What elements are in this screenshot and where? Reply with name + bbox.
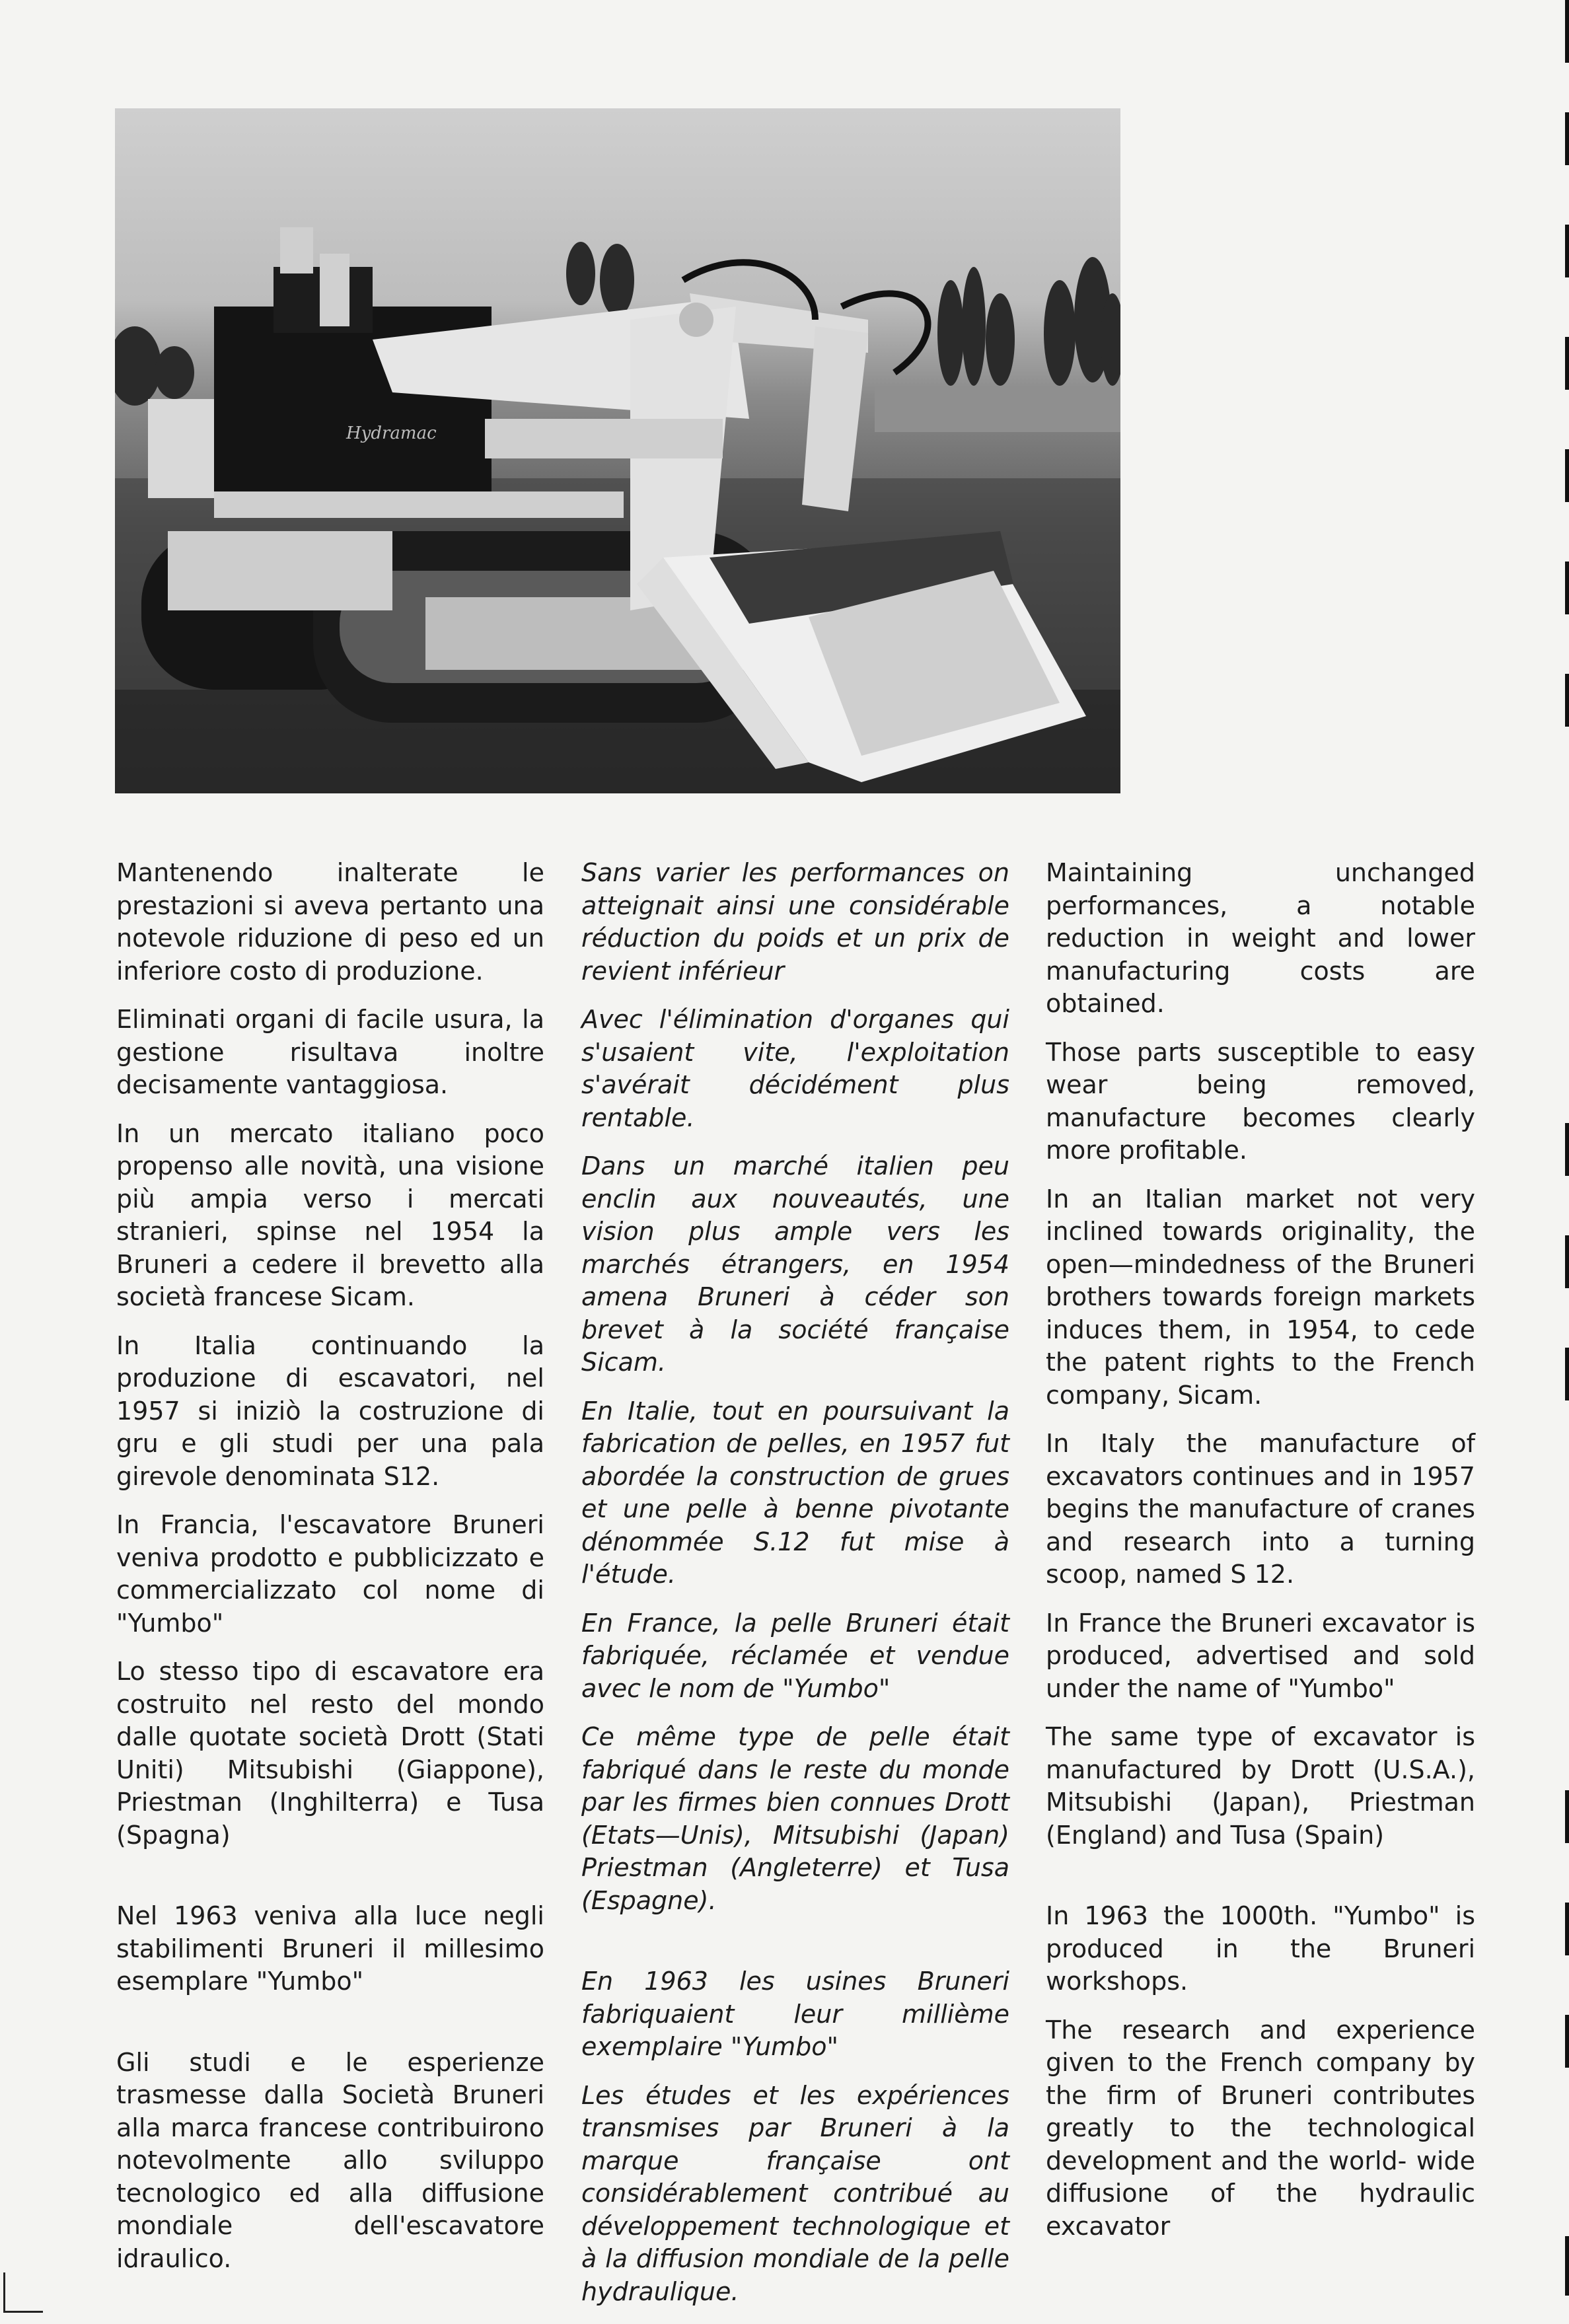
italian-paragraph: Eliminati organi di facile usura, la gestione risultava inoltre decisamente vantaggiosa.	[116, 1005, 544, 1099]
french-paragraph: Ce même type de pelle était fabriqué dans le reste du monde par les firmes bien connues Drott (Etats—Unis), Mitsubishi (Japan) Priestman (Angleterre) et Tusa (Espagne).	[581, 1722, 1009, 1915]
scan-edge-mark	[1565, 0, 1569, 63]
scan-edge-mark	[1565, 1790, 1569, 1843]
scan-edge-mark	[1565, 562, 1569, 614]
scan-edge-mark	[1565, 449, 1569, 502]
english-paragraph: In an Italian market not very inclined towards originality, the open—mindedness of the Bruneri brothers towards foreign markets induces them, in 1954, to cede the patent rights to the French company, Sicam.	[1046, 1184, 1475, 1410]
scan-edge-mark	[1565, 674, 1569, 727]
scan-edge-mark	[1565, 1235, 1569, 1288]
machine-label: Hydramac	[346, 423, 437, 443]
italian-paragraph: Mantenendo inalterate le prestazioni si aveva pertanto una notevole riduzione di peso ed un inferiore costo di produzione.	[116, 858, 544, 986]
scan-edge-mark	[1565, 2015, 1569, 2068]
italian-paragraph: Lo stesso tipo di escavatore era costruito nel resto del mondo dalle quotate società Drott (Stati Uniti) Mitsubishi (Giappone), Priestman (Inghilterra) e Tusa (Spagna)	[116, 1657, 544, 1850]
crop-mark	[3, 2311, 43, 2313]
italian-paragraph: In un mercato italiano poco propenso alle novità, una visione più ampia verso i mercati stranieri, spinse nel 1954 la Bruneri a cedere il brevetto alla società francese Sicam.	[116, 1118, 544, 1311]
english-paragraph: The research and experience given to the French company by the firm of Bruneri contributes greatly to the technological development and the world- wide diffusione of the hydraulic excavator	[1046, 2015, 1475, 2241]
french-column	[581, 857, 1009, 2324]
crop-mark	[3, 2272, 5, 2312]
scan-edge-mark	[1565, 112, 1569, 165]
italian-paragraph: In Francia, l'escavatore Bruneri veniva prodotto e pubblicizzato e commercializzato col nome di "Yumbo"	[116, 1510, 544, 1638]
english-paragraph: In France the Bruneri excavator is produced, advertised and sold under the name of "Yumbo"	[1046, 1608, 1475, 1703]
scan-edge-mark	[1565, 1348, 1569, 1400]
french-paragraph: En Italie, tout en poursuivant la fabrication de pelles, en 1957 fut abordée la construction de grues et une pelle à benne pivotante dénommée S.12 fut mise à l'étude.	[581, 1396, 1009, 1589]
english-paragraph: Those parts susceptible to easy wear being removed, manufacture becomes clearly more profitable.	[1046, 1037, 1475, 1165]
french-paragraph: Avec l'élimination d'organes qui s'usaient vite, l'exploitation s'avérait décidément plus rentable.	[581, 1005, 1009, 1132]
excavator-illustration	[115, 108, 1120, 793]
italian-paragraph: Nel 1963 veniva alla luce negli stabilimenti Bruneri il millesimo esemplare "Yumbo"	[116, 1901, 544, 1996]
scan-edge-mark	[1565, 1903, 1569, 1955]
italian-paragraph: In Italia continuando la produzione di escavatori, nel 1957 si iniziò la costruzione di gru e gli studi per una pala girevole denominata S12.	[116, 1330, 544, 1491]
italian-paragraph: Gli studi e le esperienze trasmesse dalla Società Bruneri alla marca francese contribuirono notevolmente allo sviluppo tecnologico ed alla diffusione mondiale dell'escavatore idraulico.	[116, 2047, 544, 2273]
french-paragraph: En 1963 les usines Bruneri fabriquaient leur millième exemplaire "Yumbo"	[581, 1967, 1009, 2061]
scan-edge-mark	[1565, 1123, 1569, 1176]
english-paragraph: In Italy the manufacture of excavators continues and in 1957 begins the manufacture of cranes and research into a turning scoop, named S 12.	[1046, 1429, 1475, 1589]
french-paragraph: Sans varier les performances on atteignait ainsi une considérable réduction du poids et un prix de revient inférieur	[581, 858, 1009, 986]
scan-edge-mark	[1565, 225, 1569, 277]
french-paragraph: En France, la pelle Bruneri était fabriquée, réclamée et vendue avec le nom de "Yumbo"	[581, 1608, 1009, 1703]
scan-edge-mark	[1565, 2236, 1569, 2296]
french-paragraph: Dans un marché italien peu enclin aux nouveautés, une vision plus ample vers les marchés étrangers, en 1954 amena Bruneri à céder son brevet à la société française Sicam.	[581, 1151, 1009, 1377]
english-column	[1046, 857, 1475, 2259]
english-paragraph: In 1963 the 1000th. "Yumbo" is produced in the Bruneri workshops.	[1046, 1901, 1475, 1996]
english-paragraph: The same type of excavator is manufactured by Drott (U.S.A.), Mitsubishi (Japan), Priestman (England) and Tusa (Spain)	[1046, 1722, 1475, 1850]
italian-column	[116, 857, 544, 2291]
english-paragraph: Maintaining unchanged performances, a notable reduction in weight and lower manufacturing costs are obtained.	[1046, 858, 1475, 1018]
scan-edge-mark	[1565, 337, 1569, 390]
excavator-photo	[115, 108, 1120, 793]
french-paragraph: Les études et les expériences transmises par Bruneri à la marque française ont considérablement contribué au développement technologique et à la diffusion mondiale de la pelle hydraulique.	[581, 2080, 1009, 2306]
